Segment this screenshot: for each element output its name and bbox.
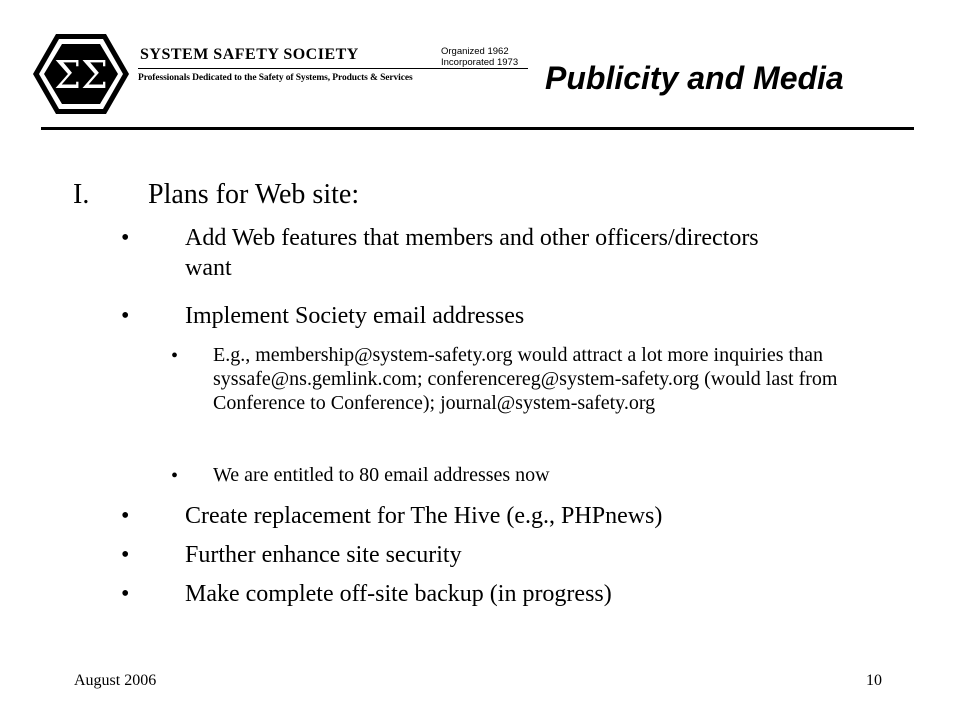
list-item: Add Web features that members and other officers/directors want: [185, 225, 759, 281]
society-logo: [32, 33, 130, 115]
footer-date: August 2006: [74, 672, 157, 689]
org-dates: [441, 46, 518, 68]
slide-title: Publicity and Media: [545, 60, 844, 96]
organized-year: Organized 1962: [441, 46, 509, 57]
bullet-marker: •: [121, 225, 130, 251]
hexagon-logo-icon: [32, 33, 130, 115]
list-item: Implement Society email addresses: [185, 303, 525, 329]
list-item: Further enhance site security: [185, 542, 462, 568]
org-divider: [138, 68, 528, 69]
page-number: 10: [866, 672, 882, 689]
sub-bullet-marker: •: [171, 465, 179, 487]
bullet-marker: •: [121, 581, 130, 607]
bullet-marker: •: [121, 503, 130, 529]
list-item: Create replacement for The Hive (e.g., PHPnews): [185, 503, 663, 529]
bullet-marker: •: [121, 303, 130, 329]
bullet-marker: •: [121, 542, 130, 568]
org-name: SYSTEM SAFETY SOCIETY: [140, 46, 359, 63]
incorporated-year: Incorporated 1973: [441, 57, 519, 68]
section-number: I.: [73, 179, 90, 210]
list-item: Make complete off-site backup (in progress): [185, 581, 612, 607]
sub-list-item: We are entitled to 80 email addresses now: [213, 464, 550, 486]
title-divider: [41, 127, 914, 130]
logo-symbol: ΣΣ: [54, 53, 108, 97]
sub-list-item: E.g., membership@system-safety.org would attract a lot more inquiries than syssafe@ns.gemlink.com; conferencereg@system-safety.org (would last from Conference to Conference); journal@system-safety.org: [213, 344, 838, 414]
org-tagline: Professionals Dedicated to the Safety of Systems, Products & Services: [138, 73, 413, 83]
section-heading: Plans for Web site:: [148, 179, 360, 210]
sub-bullet-marker: •: [171, 345, 179, 367]
